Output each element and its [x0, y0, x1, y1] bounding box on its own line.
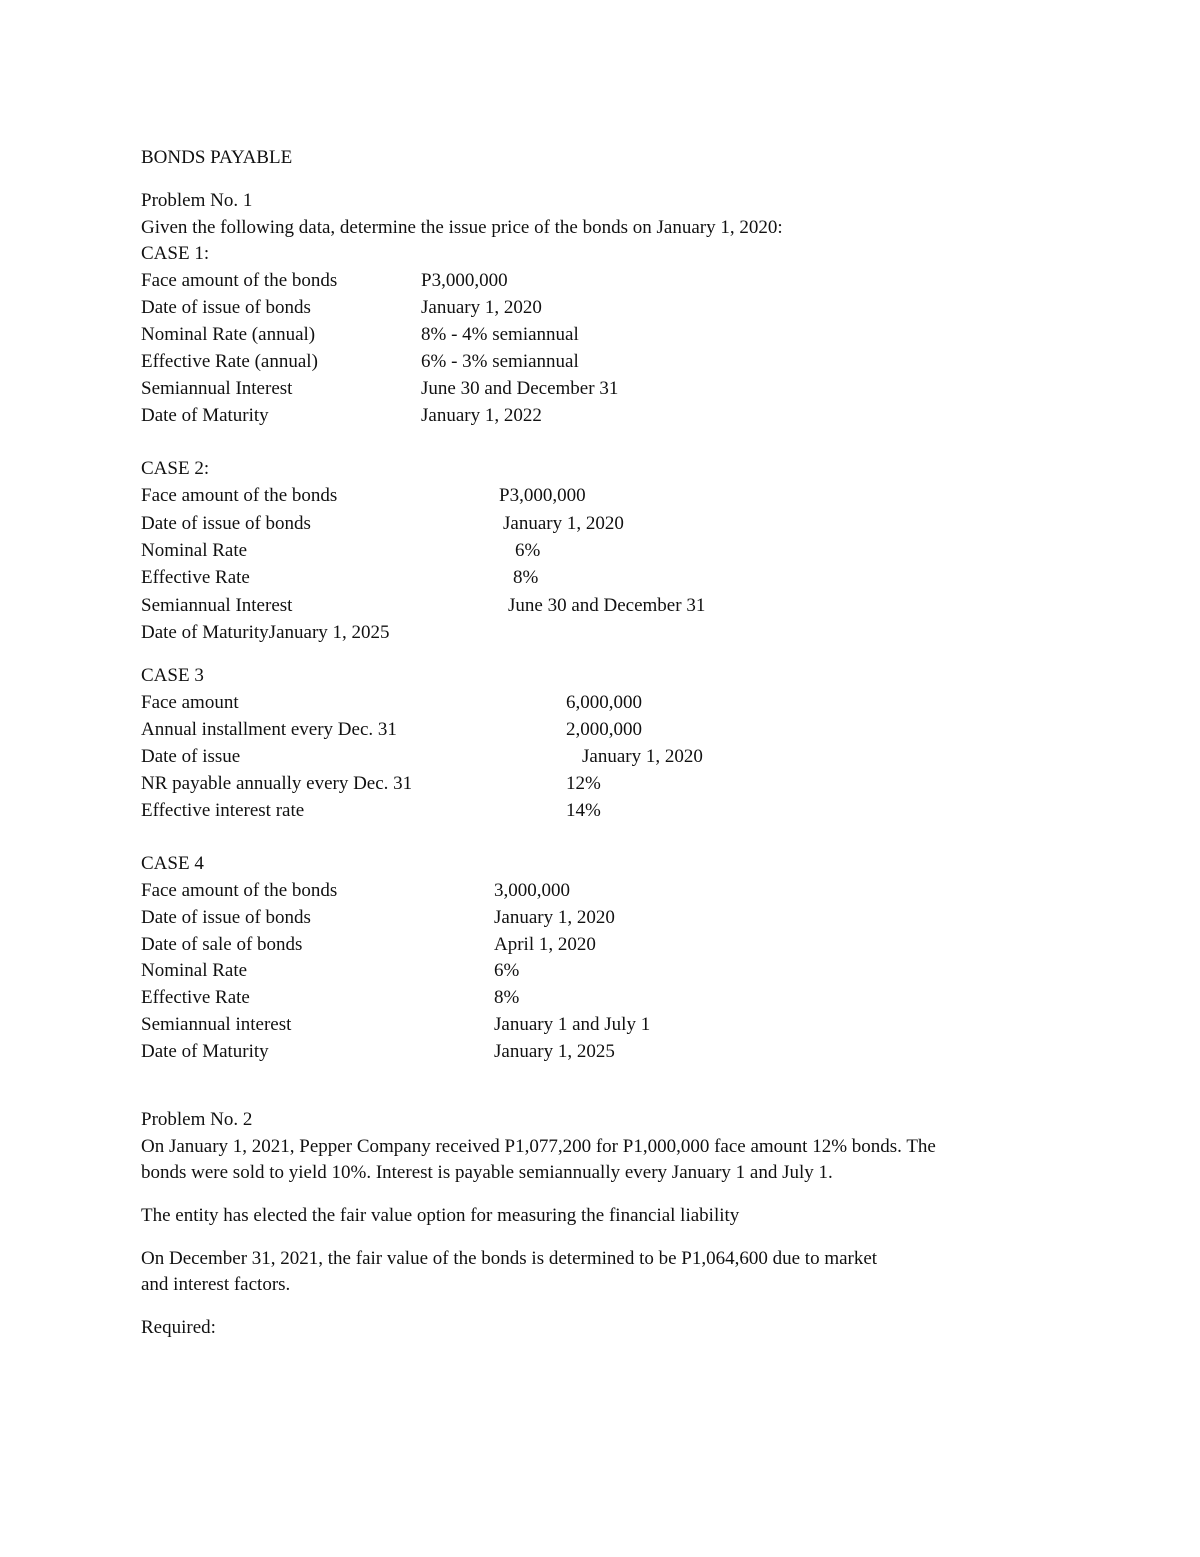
row-value: 6% - 3% semiannual: [421, 351, 579, 372]
row-value: January 1, 2022: [421, 405, 542, 426]
row-value: January 1, 2020: [421, 297, 542, 318]
row-value: 14%: [566, 800, 601, 821]
case-1-row: [141, 351, 1140, 373]
case-3-row: [141, 800, 1140, 822]
case-1-row: [141, 270, 1140, 292]
case-4-row: [141, 880, 1140, 902]
row-value: P3,000,000: [421, 270, 508, 291]
problem-2-required-label: Required:: [141, 1317, 216, 1338]
case-1-row: [141, 405, 1140, 427]
problem-1-instruction: Given the following data, determine the issue price of the bonds on January 1, 2020:: [141, 217, 783, 238]
problem-2-paragraph-1-line-1: On January 1, 2021, Pepper Company received P1,077,200 for P1,000,000 face amount 12% bonds. The: [141, 1136, 936, 1157]
case-3-row: [141, 692, 1140, 714]
row-label: Date of Maturity: [141, 405, 269, 426]
row-value: January 1 and July 1: [494, 1014, 651, 1035]
case-4-row: [141, 1014, 1140, 1036]
row-label: Date of issue of bonds: [141, 297, 311, 318]
row-label: Face amount of the bonds: [141, 270, 338, 291]
row-label: Effective interest rate: [141, 800, 305, 821]
row-value: 8%: [513, 567, 539, 588]
problem-2-paragraph-2: The entity has elected the fair value option for measuring the financial liability: [141, 1205, 740, 1226]
problem-2-paragraph-3-line-1: On December 31, 2021, the fair value of the bonds is determined to be P1,064,600 due to market: [141, 1248, 878, 1269]
case-3-row: [141, 773, 1140, 795]
row-label: Date of issue: [141, 746, 241, 767]
row-label: Date of issue of bonds: [141, 513, 311, 534]
case-3-heading: CASE 3: [141, 665, 204, 686]
row-value: 6%: [494, 960, 520, 981]
row-label: NR payable annually every Dec. 31: [141, 773, 413, 794]
case-2-row: [141, 567, 1140, 589]
document-title: BONDS PAYABLE: [141, 147, 293, 168]
row-label: Face amount of the bonds: [141, 880, 338, 901]
row-label: Semiannual interest: [141, 1014, 292, 1035]
case-2-row: [141, 513, 1140, 535]
case-4-row: [141, 960, 1140, 982]
row-value: 2,000,000: [566, 719, 642, 740]
case-2-row: [141, 485, 1140, 507]
row-value: January 1, 2020: [494, 907, 615, 928]
case-2-maturity-line: Date of MaturityJanuary 1, 2025: [141, 622, 390, 643]
case-3-row: [141, 746, 1140, 768]
row-value: 3,000,000: [494, 880, 570, 901]
problem-2-paragraph-3-line-2: and interest factors.: [141, 1274, 291, 1295]
problem-2-heading: Problem No. 2: [141, 1109, 253, 1130]
row-value: 12%: [566, 773, 601, 794]
row-value: June 30 and December 31: [508, 595, 706, 616]
row-label: Effective Rate (annual): [141, 351, 318, 372]
row-label: Semiannual Interest: [141, 595, 293, 616]
row-value: P3,000,000: [499, 485, 586, 506]
problem-1-heading: Problem No. 1: [141, 190, 253, 211]
row-label: Annual installment every Dec. 31: [141, 719, 397, 740]
case-1-row: [141, 378, 1140, 400]
row-label: Semiannual Interest: [141, 378, 293, 399]
row-label: Effective Rate: [141, 987, 250, 1008]
row-label: Nominal Rate (annual): [141, 324, 316, 345]
row-label: Date of issue of bonds: [141, 907, 311, 928]
case-1-row: [141, 324, 1140, 346]
row-value: April 1, 2020: [494, 934, 596, 955]
row-label: Date of sale of bonds: [141, 934, 303, 955]
case-2-row: [141, 595, 1140, 617]
case-4-row: [141, 907, 1140, 929]
row-value: June 30 and December 31: [421, 378, 619, 399]
row-value: January 1, 2020: [582, 746, 703, 767]
row-value: 8%: [494, 987, 520, 1008]
problem-2-paragraph-1-line-2: bonds were sold to yield 10%. Interest is payable semiannually every January 1 and July 1.: [141, 1162, 833, 1183]
case-4-row: [141, 934, 1140, 956]
row-label: Nominal Rate: [141, 540, 248, 561]
row-label: Face amount of the bonds: [141, 485, 338, 506]
row-label: Face amount: [141, 692, 239, 713]
case-4-row: [141, 987, 1140, 1009]
case-3-row: [141, 719, 1140, 741]
row-value: 8% - 4% semiannual: [421, 324, 579, 345]
case-4-heading: CASE 4: [141, 853, 204, 874]
row-value: 6,000,000: [566, 692, 642, 713]
row-value: January 1, 2025: [494, 1041, 615, 1062]
row-value: January 1, 2020: [503, 513, 624, 534]
row-label: Nominal Rate: [141, 960, 248, 981]
case-2-heading: CASE 2:: [141, 458, 210, 479]
case-1-heading: CASE 1:: [141, 243, 210, 264]
case-2-row: [141, 540, 1140, 562]
case-1-row: [141, 297, 1140, 319]
row-label: Date of Maturity: [141, 1041, 269, 1062]
row-value: 6%: [515, 540, 541, 561]
row-label: Effective Rate: [141, 567, 250, 588]
case-4-row: [141, 1041, 1140, 1063]
